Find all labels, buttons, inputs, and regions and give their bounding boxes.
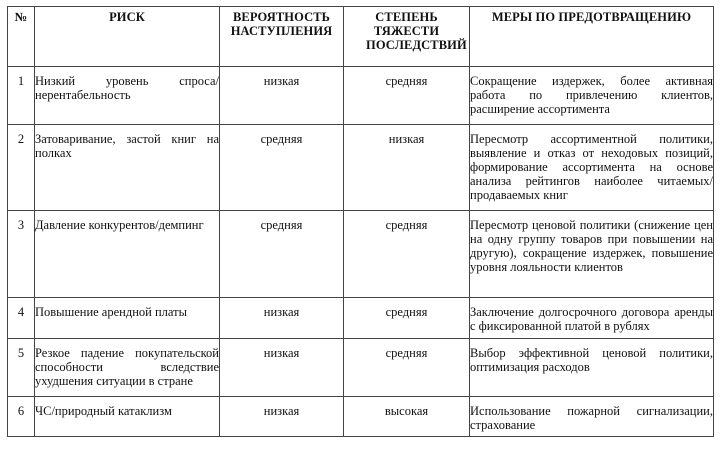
row-probability: низкая [220, 67, 344, 125]
table-row [8, 67, 714, 125]
row-probability: низкая [220, 298, 344, 339]
row-severity: средняя [344, 339, 470, 397]
row-risk: Затоваривание, застой книг на полках [35, 125, 220, 211]
row-probability: низкая [220, 339, 344, 397]
table-row [8, 298, 714, 339]
table-row [8, 125, 714, 211]
risk-table [7, 6, 714, 437]
table-row [8, 211, 714, 298]
row-number: 4 [8, 298, 35, 339]
row-risk: ЧС/природный катаклизм [35, 397, 220, 437]
row-measures: Сокращение издержек, более активная работа по привлечению клиентов, расширение ассортимента [470, 67, 714, 125]
row-probability: средняя [220, 211, 344, 298]
header-severity: СТЕПЕНЬ ТЯЖЕСТИ ПОСЛЕДСТВИЙ [344, 7, 470, 67]
row-number: 3 [8, 211, 35, 298]
row-measures: Заключение долгосрочного договора аренды с фиксированной платой в рублях [470, 298, 714, 339]
table-row [8, 397, 714, 437]
row-severity: средняя [344, 67, 470, 125]
row-probability: низкая [220, 397, 344, 437]
row-measures: Использование пожарной сигнализации, страхование [470, 397, 714, 437]
table-row [8, 339, 714, 397]
row-severity: низкая [344, 125, 470, 211]
row-number: 2 [8, 125, 35, 211]
row-number: 6 [8, 397, 35, 437]
row-number: 5 [8, 339, 35, 397]
header-probability: ВЕРОЯТНОСТЬ НАСТУПЛЕНИЯ [220, 7, 344, 67]
row-risk: Низкий уровень спроса/нерентабельность [35, 67, 220, 125]
header-measures: МЕРЫ ПО ПРЕДОТВРАЩЕНИЮ [470, 7, 714, 67]
row-risk: Повышение арендной платы [35, 298, 220, 339]
row-severity: высокая [344, 397, 470, 437]
row-measures: Выбор эффективной ценовой политики, оптимизация расходов [470, 339, 714, 397]
header-risk: РИСК [35, 7, 220, 67]
header-num: № [8, 7, 35, 67]
row-probability: средняя [220, 125, 344, 211]
row-risk: Резкое падение покупательской способности вследствие ухудшения ситуации в стране [35, 339, 220, 397]
row-severity: средняя [344, 211, 470, 298]
row-severity: средняя [344, 298, 470, 339]
row-risk: Давление конкурентов/демпинг [35, 211, 220, 298]
row-measures: Пересмотр ценовой политики (снижение цен на одну группу товаров при повышении на другую), сокращение издержек, повышение уровня лояльности клиентов [470, 211, 714, 298]
row-measures: Пересмотр ассортиментной политики, выявление и отказ от неходовых позиций, формирование ассортимента на основе анализа рейтингов наиболее читаемых/продаваемых книг [470, 125, 714, 211]
table-header-row [8, 7, 714, 67]
row-number: 1 [8, 67, 35, 125]
